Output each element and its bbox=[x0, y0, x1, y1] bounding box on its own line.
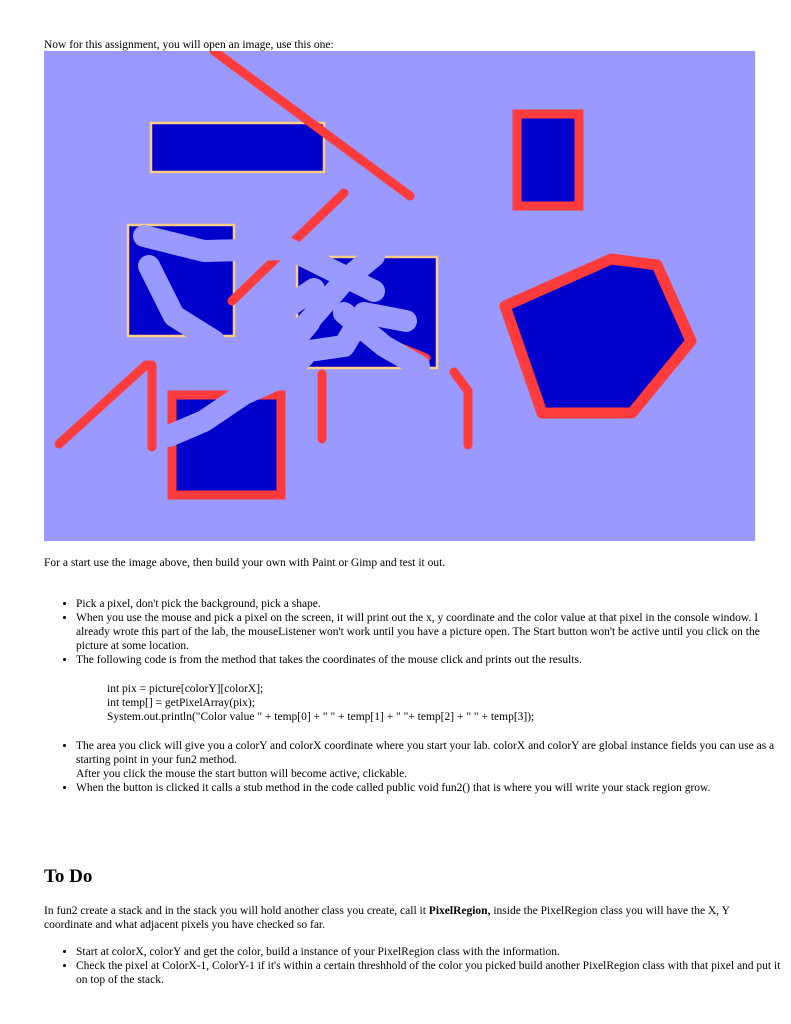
list-item: • Start at colorX, colorY and get the color, build a instance of your PixelRegion class with the information. bbox=[76, 945, 786, 959]
todo-text: inside the PixelRegion class you will have the X, Y coordinate and what adjacent pixels you have checked so far. bbox=[44, 905, 730, 931]
code-line: System.out.println("Color value " + temp[0] + " " + temp[1] + " "+ temp[2] + " " + temp[3]); bbox=[107, 711, 535, 723]
instructions-list-1 bbox=[44, 597, 786, 667]
code-block bbox=[107, 682, 534, 724]
list-item: • Check the pixel at ColorX-1, ColorY-1 if it's within a certain threshhold of the color you picked build another PixelRegion class with that pixel and put it on top of the stack. bbox=[76, 959, 786, 987]
code-line: int temp[] = getPixelArray(pix); bbox=[107, 697, 255, 709]
after-image-text: For a start use the image above, then build your own with Paint or Gimp and test it out. bbox=[44, 557, 446, 569]
code-line: int pix = picture[colorY][colorX]; bbox=[107, 683, 264, 695]
list-item-text: The area you click will give you a colorY and colorX coordinate where you start your lab. colorX and colorY are global instance fields you can use as a starting point in your fun2 method. bbox=[76, 740, 775, 766]
list-item: • When the button is clicked it calls a stub method in the code called public void fun2() that is where you will write your stack region grow. bbox=[76, 781, 786, 795]
instructions-list-2 bbox=[44, 739, 786, 795]
list-item: • The following code is from the method that takes the coordinates of the mouse click and prints out the results. bbox=[76, 653, 786, 667]
list-item: • Pick a pixel, don't pick the background, pick a shape. bbox=[76, 597, 786, 611]
todo-list bbox=[44, 945, 786, 987]
todo-text: In fun2 create a stack and in the stack you will hold another class you create, call it bbox=[44, 905, 429, 917]
todo-paragraph bbox=[44, 904, 754, 932]
assignment-image[interactable] bbox=[44, 51, 755, 541]
pixelregion-bold: PixelRegion, bbox=[428, 905, 491, 917]
todo-heading: To Do bbox=[44, 866, 93, 887]
top-left-rectangle bbox=[151, 123, 324, 172]
list-item-text: After you click the mouse the start button will become active, clickable. bbox=[76, 768, 408, 780]
list-item: • When you use the mouse and pick a pixel on the screen, it will print out the x, y coordinate and the color value at that pixel in the console window. I already wrote this part of the lab, the mouseListener won't work until you have a picture open. The Start button won't be active until you click on the picture at some location. bbox=[76, 611, 786, 653]
list-item bbox=[76, 739, 786, 781]
intro-text: Now for this assignment, you will open an image, use this one: bbox=[44, 39, 334, 51]
right-small-rectangle bbox=[517, 114, 579, 206]
